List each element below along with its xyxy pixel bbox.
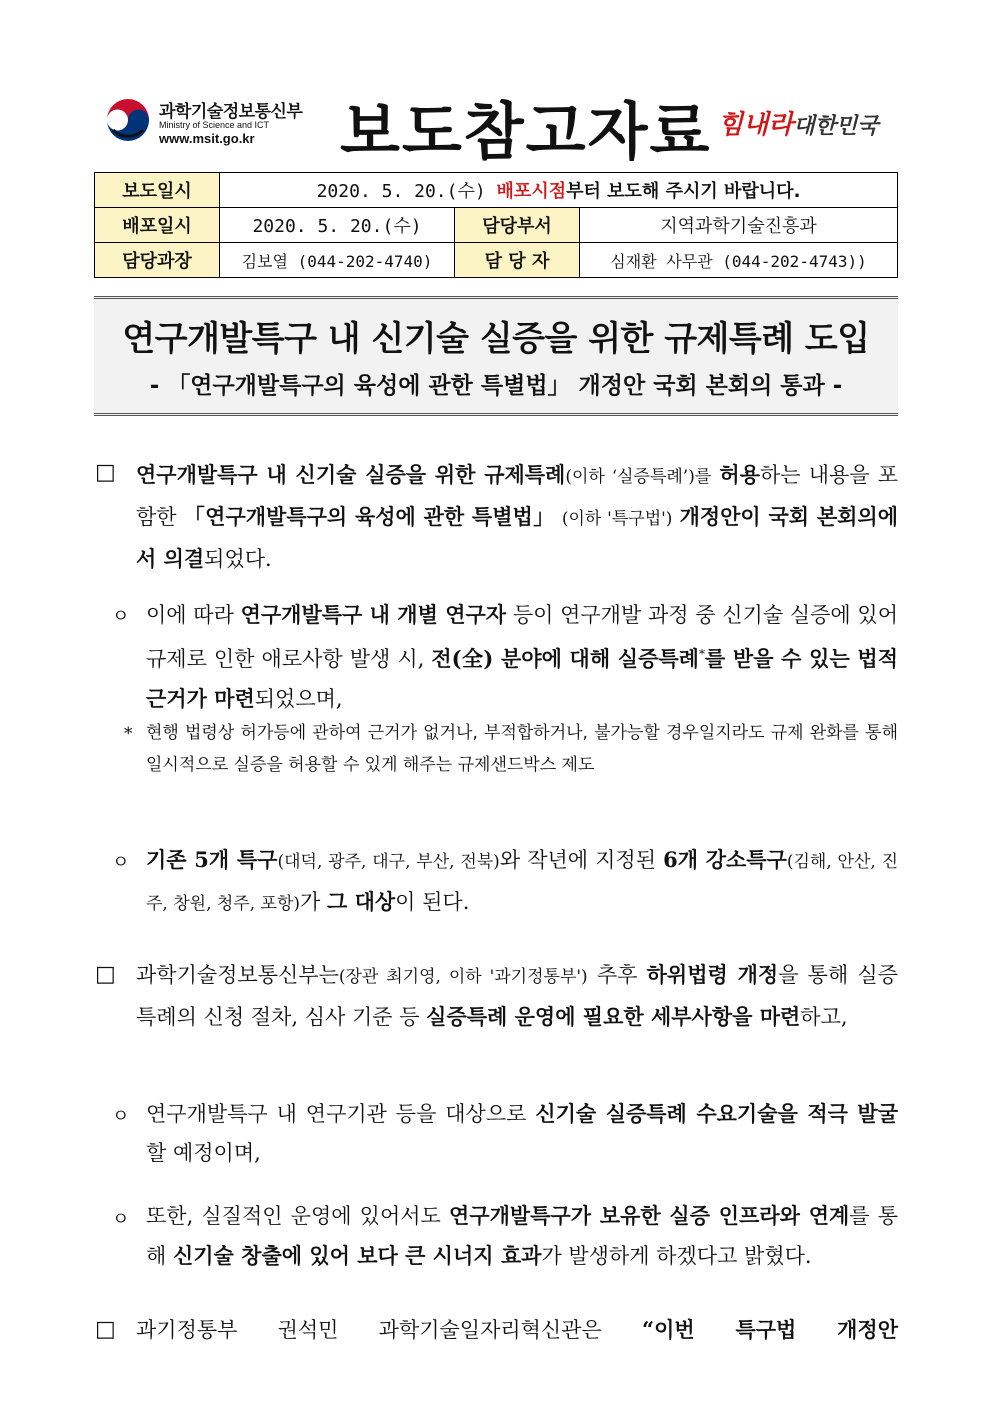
- paragraph-1-2: [146, 840, 898, 924]
- paragraph-2-2: [146, 1196, 898, 1276]
- p1-a: 연구개발특구 내 신기술 실증을 위한 규제특례: [136, 462, 566, 487]
- table-row: [95, 173, 898, 208]
- circle-bullet: ㅇ: [112, 1209, 130, 1230]
- p1-b: (이하 ‘실증특례’)를: [565, 467, 712, 487]
- ministry-website: www.msit.go.kr: [159, 131, 255, 146]
- p2-b: (장관 최기영, 이하 '과기정통부'): [338, 967, 588, 987]
- p1-2-f: 가: [300, 890, 321, 914]
- taegeuk-emblem-icon: [105, 97, 151, 143]
- p2-2-b: 연구개발특구가 보유한 실증 인프라와 연계: [449, 1203, 850, 1228]
- p2-1-b: 신기술 실증특례 수요기술을 적극 발굴: [535, 1101, 898, 1126]
- release-value: [220, 173, 898, 208]
- circle-bullet: ㅇ: [112, 1106, 130, 1127]
- p1-2-a: 기존 5개 특구: [146, 847, 278, 872]
- dept-label: 담당부서: [455, 208, 580, 243]
- box-bullet: □: [95, 1317, 116, 1342]
- contact-label: 담 당 자: [455, 243, 580, 278]
- headline-subtitle: - 「연구개발특구의 육성에 관한 특별법」 개정안 국회 본회의 통과 -: [149, 373, 843, 399]
- p2-2-e: 가 발생하게 하겠다고 밝혔다.: [541, 1244, 812, 1268]
- p1-e: 「연구개발특구의 육성에 관한 특별법」: [183, 504, 555, 529]
- paragraph-2: [136, 955, 898, 1037]
- p1-c: 허용: [719, 462, 760, 487]
- p2-g: 하고,: [800, 1005, 848, 1029]
- p1-2-e: (김해, 안산, 진주, 창원, 청주, 포항): [146, 852, 899, 914]
- p1-2-c: 와 작년에 지정된: [499, 848, 656, 872]
- paragraph-3: [136, 1310, 898, 1350]
- release-post-text: 부터 보도해 주시기 바랍니다.: [566, 181, 801, 202]
- press-info-table: [94, 172, 898, 278]
- p2-1-c: 할 예정이며,: [146, 1141, 261, 1165]
- p1-2-g: 그 대상: [327, 889, 396, 914]
- p1-2-h: 이 된다.: [395, 890, 470, 914]
- p1-1-f: 를 받을 수 있는 법적 근거가 마련: [146, 646, 898, 711]
- manager-label: 담당과장: [95, 243, 220, 278]
- p2-2-a: 또한, 실질적인 운영에 있어서도: [146, 1204, 441, 1228]
- release-date: 2020. 5. 20.(수): [316, 181, 486, 202]
- ministry-name-en: Ministry of Science and ICT: [159, 120, 270, 130]
- ministry-logo: [105, 95, 325, 155]
- p1-d: 하는 내용을 포함한: [136, 463, 898, 529]
- slogan-dark: 대한민국: [793, 113, 879, 139]
- paragraph-1-1: [146, 595, 898, 719]
- p1-f: (이하 '특구법'): [561, 509, 673, 529]
- slogan-red: 힘내라: [718, 110, 794, 140]
- dist-label: 배포일시: [95, 208, 220, 243]
- p1-h: 되었다.: [204, 547, 272, 571]
- p3-b: “이번 특구법 개정안: [641, 1317, 898, 1342]
- p2-a: 과학기술정보통신부는: [136, 963, 339, 987]
- circle-bullet: ㅇ: [112, 852, 130, 873]
- box-bullet: □: [95, 460, 116, 485]
- p1-2-d: 6개 강소특구: [663, 847, 787, 872]
- p1-2-b: (대덕, 광주, 대구, 부산, 전북): [277, 852, 500, 872]
- p1-1-g: 되었으며,: [254, 687, 343, 711]
- p2-f: 실증특례 운영에 필요한 세부사항을 마련: [426, 1004, 801, 1029]
- paragraph-1: [136, 455, 898, 579]
- table-row: [95, 243, 898, 278]
- dist-value: 2020. 5. 20.(수): [220, 208, 455, 243]
- box-bullet: □: [95, 962, 116, 987]
- p2-e: 을 통해 실증특례의 신청 절차, 심사 기준 등: [136, 963, 898, 1029]
- p3-a: 과기정통부 권석민 과학기술일자리혁신관은: [136, 1318, 602, 1342]
- release-red-text: 배포시점: [496, 181, 567, 202]
- p2-c: 추후: [596, 963, 638, 987]
- headline-title: 연구개발특구 내 신기술 실증을 위한 규제특례 도입: [122, 319, 870, 359]
- manager-value: 김보열 (044-202-4740): [220, 243, 455, 278]
- p1-1-e: *: [698, 647, 705, 661]
- p2-2-d: 신기술 창출에 있어 보다 큰 시너지 효과: [172, 1243, 542, 1268]
- p1-g: 개정안이 국회 본회의에서 의결: [136, 504, 898, 571]
- ministry-name: 과학기술정보통신부: [159, 102, 303, 122]
- release-label: 보도일시: [95, 173, 220, 208]
- p2-d: 하위법령 개정: [646, 962, 779, 987]
- p1-1-d: 전(全) 분야에 대해 실증특례: [431, 646, 699, 671]
- slogan: [718, 104, 878, 141]
- note-mark: *: [124, 724, 133, 744]
- headline-box: [94, 296, 898, 416]
- dept-value: 지역과학기술진흥과: [580, 208, 898, 243]
- p1-1-a: 이에 따라: [146, 603, 234, 627]
- contact-value: 심재환 사무관 (044-202-4743)): [580, 243, 898, 278]
- p1-1-b: 연구개발특구 내 개별 연구자: [240, 602, 507, 627]
- paragraph-2-1: [146, 1094, 898, 1173]
- circle-bullet: ㅇ: [112, 606, 130, 627]
- note-text: 현행 법령상 허가등에 관하여 근거가 없거나, 부적합하거나, 불가능할 경우일지라도 규제 완화를 통해 일시적으로 실증을 허용할 수 있게 해주는 규제샌드박스 제도: [146, 723, 898, 775]
- document-type-title: 보도참고자료: [340, 95, 712, 168]
- p1-1-c: 등이 연구개발 과정 중 신기술 실증에 있어 규제로 인한 애로사항 발생 시,: [146, 603, 898, 671]
- table-row: [95, 208, 898, 243]
- p2-2-c: 를 통해: [146, 1204, 898, 1268]
- p2-1-a: 연구개발특구 내 연구기관 등을 대상으로: [146, 1102, 527, 1126]
